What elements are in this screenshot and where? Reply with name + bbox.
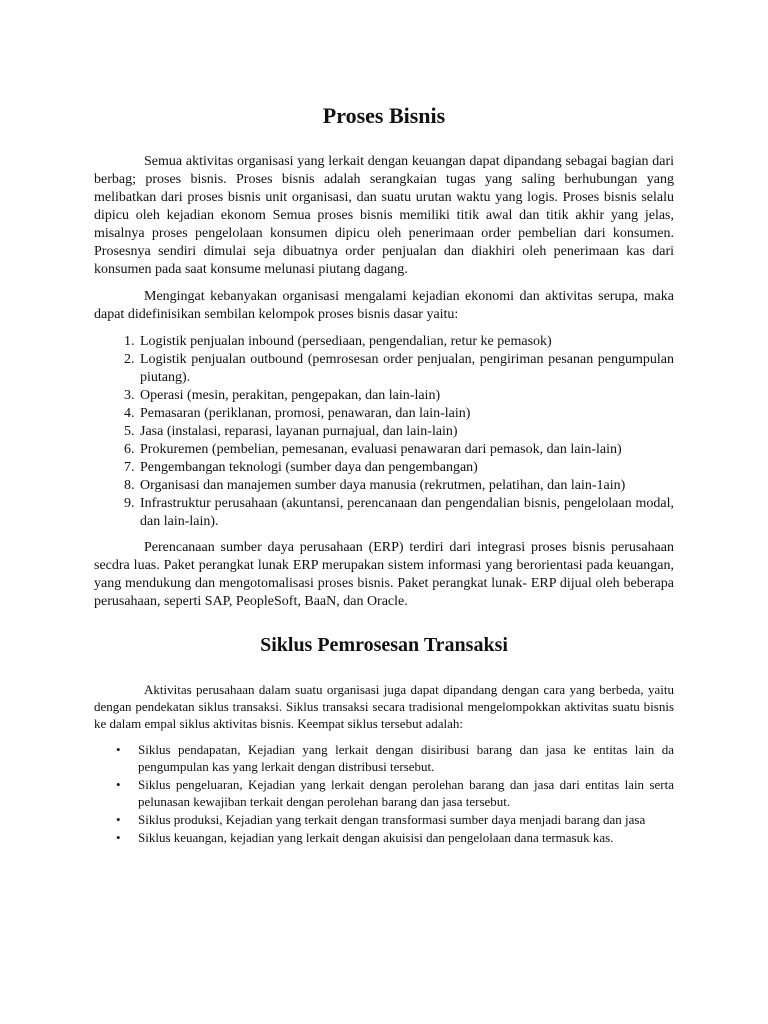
bullet-item (116, 829, 674, 846)
list-item: 3. Operasi (mesin, perakitan, pengepakan, dan lain-lain) (138, 387, 674, 405)
bullet-dot-icon: • (116, 830, 121, 846)
paragraph-kelompok: Mengingat kebanyakan organisasi mengalami kejadian ekonomi dan aktivitas serupa, maka dapat didefinisikan sembilan kelompok proses bisnis dasar yaitu: (94, 289, 674, 323)
list-item: 9. Infrastruktur perusahaan (akuntansi, perencanaan dan pengendalian bisnis, pengelolaan modal, dan lain-lain). (138, 495, 674, 531)
list-item: 7. Pengembangan teknologi (sumber daya dan pengembangan) (138, 459, 674, 477)
cycle-bullet-list (94, 741, 674, 846)
list-item: 2. Logistik penjualan outbound (pemrosesan order penjualan, pengiriman pesanan pengumpulan piutang). (138, 351, 674, 387)
bullet-text: Siklus pendapatan, Kejadian yang lerkait dengan disiribusi barang dan jasa ke entitas lain da pengumpulan kas yang lerkait dengan distribusi tersebut. (138, 742, 674, 775)
bullet-item (116, 776, 674, 810)
list-item: 4. Pemasaran (periklanan, promosi, penawaran, dan lain-lain) (138, 405, 674, 423)
business-process-list (94, 333, 674, 531)
bullet-dot-icon: • (116, 777, 121, 793)
bullet-dot-icon: • (116, 742, 121, 758)
bullet-text: Siklus keuangan, kejadian yang lerkait dengan akuisisi dan pengelolaan dana termasuk kas. (138, 830, 614, 846)
paragraph-siklus-intro: Aktivitas perusahaan dalam suatu organisasi juga dapat dipandang dengan cara yang berbeda, yaitu dengan pendekatan siklus transaksi. Siklus transaksi secara tradisional mengelompokkan aktivitas suatu bisnis ke dalam empal siklus aktivitas bisnis. Keempat siklus tersebut adalah: (94, 682, 674, 732)
list-item: 1. Logistik penjualan inbound (persediaan, pengendalian, retur ke pemasok) (138, 333, 674, 351)
bullet-dot-icon: • (116, 812, 121, 828)
list-item: 8. Organisasi dan manajemen sumber daya manusia (rekrutmen, pelatihan, dan lain-1ain) (138, 477, 674, 495)
bullet-item (116, 811, 674, 828)
section-title-proses-bisnis: Proses Bisnis (322, 103, 446, 128)
list-item: 6. Prokuremen (pembelian, pemesanan, evaluasi penawaran dari pemasok, dan lain-lain) (138, 441, 674, 459)
bullet-text: Siklus pengeluaran, Kejadian yang lerkait dengan perolehan barang dan jasa dari entitas lain serta pelunasan kewajiban terkait dengan perolehan barang dan jasa tersebut. (138, 777, 674, 810)
bullet-text: Siklus produksi, Kejadian yang terkait dengan transformasi sumber daya menjadi barang dan jasa (138, 812, 646, 828)
paragraph-intro: Semua aktivitas organisasi yang lerkait dengan keuangan dapat dipandang sebagai bagian dari berbag; proses bisnis. Proses bisnis adalah serangkaian tugas yang saling berhubungan yang melibatkan dari proses bisnis unit organisasi, dan suatu urutan waktu yang logis. Proses bisnis selalu dipicu oleh kejadian ekonom Semua proses bisnis memiliki titik awal dan titik akhir yang jelas, misalnya proses pengelolaan konsumen dipicu oleh penerimaan order pembelian dari konsumen. Prosesnya sendiri dimulai seja dibuatnya order penjualan dan diakhiri oleh penerimaan kas dari konsumen pada saat konsume melunasi piutang dagang. (94, 154, 674, 278)
bullet-item (116, 741, 674, 775)
paragraph-erp: Perencanaan sumber daya perusahaan (ERP) terdiri dari integrasi proses bisnis perusahaan secdra luas. Paket perangkat lunak ERP merupakan sistem informasi yang berorientasi pada keuangan, yang mendukung dan mengotomalisasi proses bisnis. Paket perangkat lunak- ERP dijual oleh beberapa perusahaan, seperti SAP, PeopleSoft, BaaN, dan Oracle. (94, 540, 674, 610)
list-item: 5. Jasa (instalasi, reparasi, layanan purnajual, dan lain-lain) (138, 423, 674, 441)
section-title-siklus: Siklus Pemrosesan Transaksi (260, 634, 508, 657)
